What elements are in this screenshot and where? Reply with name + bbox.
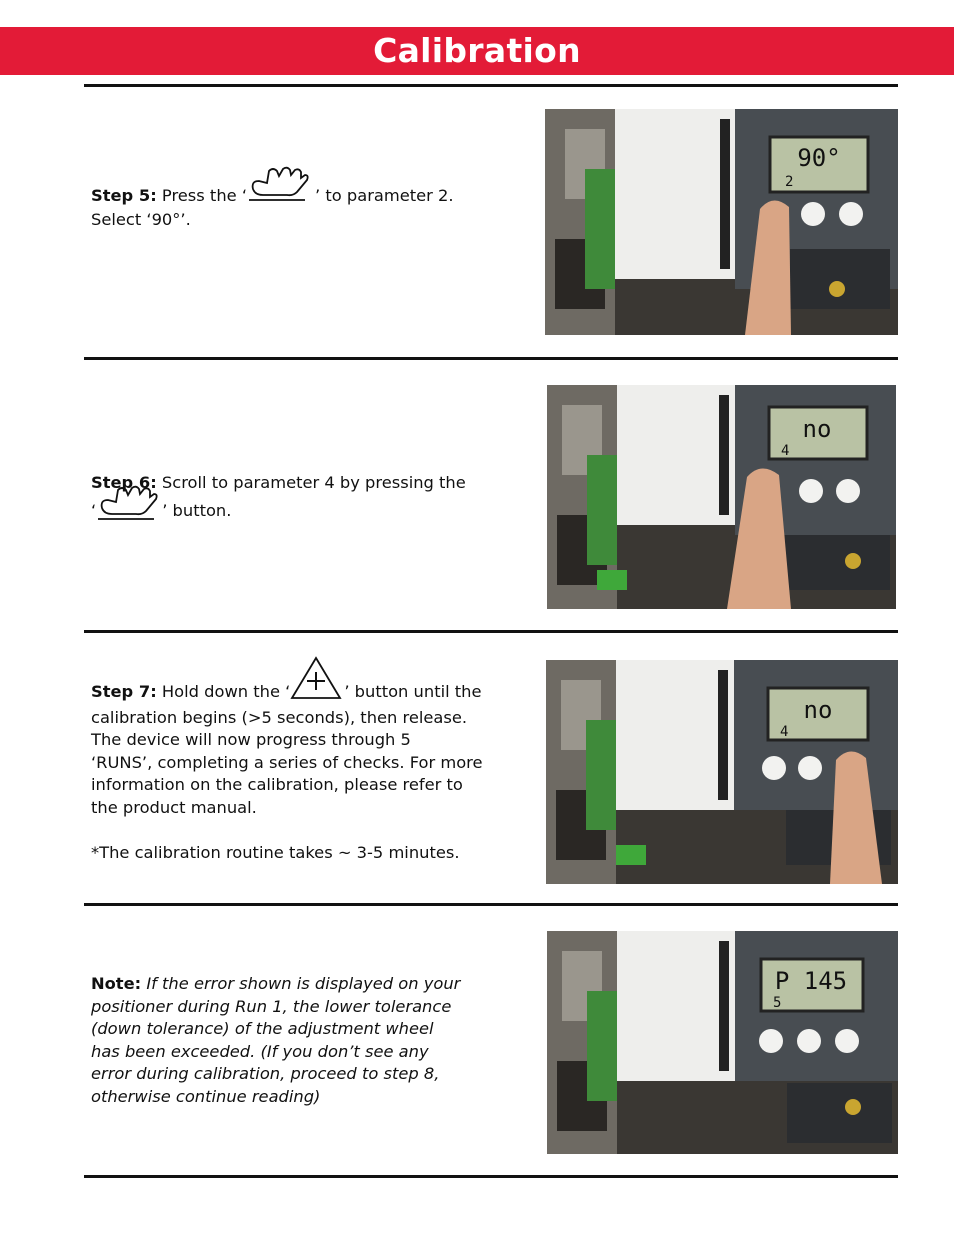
step-text-line: The device will now progress through 5 — [91, 730, 411, 749]
step-6-photo — [547, 385, 896, 609]
step-text-line: information on the calibration, please refer to — [91, 775, 463, 794]
step-7-photo — [546, 660, 898, 884]
note-line: (down tolerance) of the adjustment wheel — [91, 1019, 434, 1038]
step-text-after: ’ to parameter 2. — [315, 185, 454, 205]
page-title: Calibration — [373, 31, 581, 70]
note-line: has been exceeded. (If you don’t see any — [91, 1041, 429, 1061]
divider — [84, 84, 898, 87]
step-text-quote: ‘ — [91, 500, 97, 520]
step-text-line: Select ‘90°’. — [91, 209, 191, 229]
lcd-bottom-readout: 5 — [773, 995, 782, 1011]
divider — [84, 1175, 898, 1178]
divider — [84, 630, 898, 633]
step-text-line: ‘RUNS’, completing a series of checks. For more — [91, 752, 483, 772]
lcd-top-readout: 90° — [797, 144, 841, 172]
step-7-text — [91, 678, 511, 864]
note-line: otherwise continue reading) — [91, 1086, 321, 1106]
step-text-after: ’ button. — [162, 500, 232, 520]
lcd-top-readout: no — [802, 415, 832, 443]
note-line: error during calibration, proceed to step 8, — [91, 1064, 440, 1083]
step-text-before: Scroll to parameter 4 by pressing the — [161, 473, 466, 492]
step-label: Step 6: — [91, 473, 157, 492]
lcd-top-readout: no — [803, 696, 833, 724]
note-line: If the error shown is displayed on your — [146, 974, 461, 993]
lcd-bottom-readout: 2 — [785, 174, 794, 190]
step-5-text — [91, 184, 511, 231]
step-text-after: ’ button until the — [344, 681, 482, 701]
hand-press-icon — [247, 166, 311, 209]
step-6-text — [91, 472, 511, 527]
hand-press-icon — [96, 485, 160, 528]
lcd-bottom-readout: 4 — [780, 724, 789, 740]
step-text-line: calibration begins (>5 seconds), then release. — [91, 707, 468, 727]
note-text — [91, 973, 511, 1108]
divider — [84, 357, 898, 360]
title-banner — [0, 27, 954, 75]
lcd-bottom-readout: 4 — [781, 443, 790, 459]
step-label: Step 7: — [91, 681, 157, 701]
step-text-before: Hold down the ‘ — [161, 681, 291, 701]
divider — [84, 903, 898, 906]
step-5-photo — [545, 109, 898, 335]
note-line: positioner during Run 1, the lower tolerance — [91, 996, 452, 1016]
plus-triangle-icon — [290, 656, 342, 707]
step-footnote: *The calibration routine takes ~ 3-5 minutes. — [91, 842, 460, 862]
note-label: Note: — [91, 974, 142, 993]
note-photo — [547, 931, 898, 1154]
step-label: Step 5: — [91, 185, 157, 205]
step-text-before: Press the ‘ — [161, 185, 248, 205]
step-text-line: the product manual. — [91, 797, 257, 817]
lcd-top-readout: P 145 — [774, 967, 848, 995]
